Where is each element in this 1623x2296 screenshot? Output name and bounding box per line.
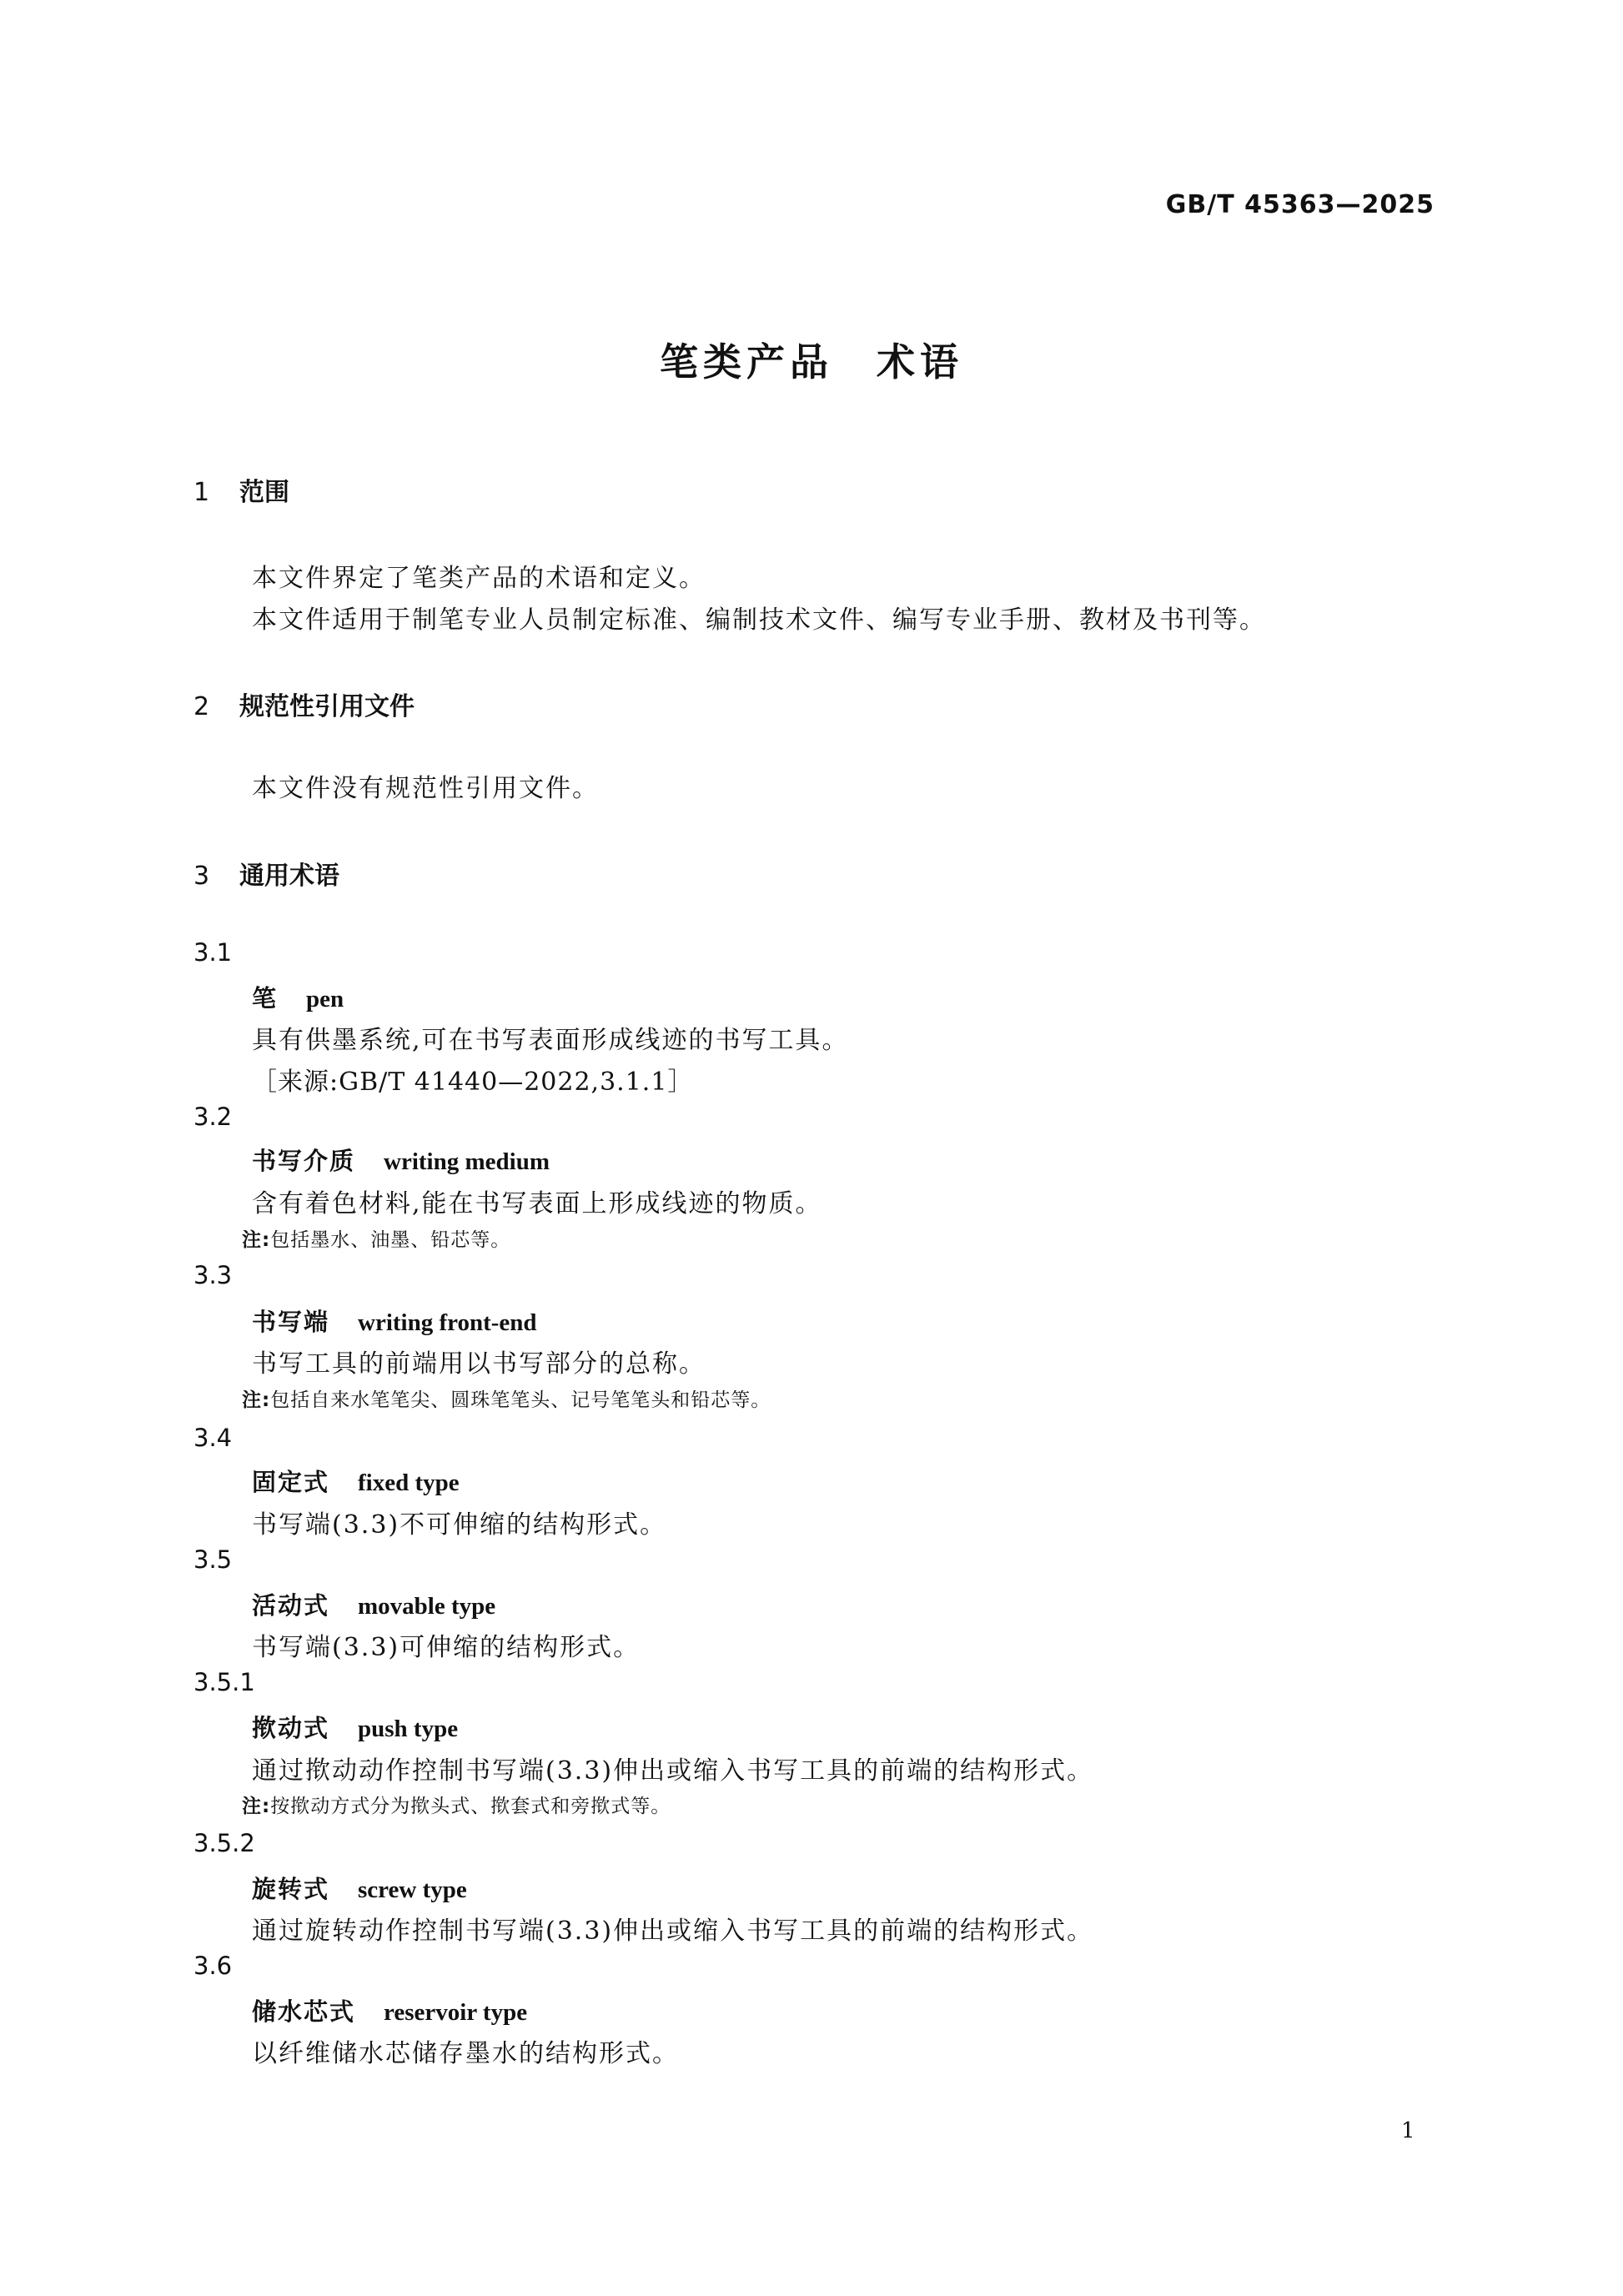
term-note: [242, 1791, 671, 1818]
section-1-heading: [193, 471, 289, 508]
term-source: ［来源:GB/T 41440—2022,3.1.1］: [252, 1068, 694, 1097]
term-definition: 具有供墨系统,可在书写表面形成线迹的书写工具。: [252, 1026, 849, 1055]
term-en: fixed type: [358, 1470, 460, 1496]
term-en: push type: [358, 1716, 459, 1742]
term-number: 3.4: [193, 1424, 233, 1452]
term-en: reservoir type: [384, 1999, 528, 2026]
term-entry: [252, 1304, 537, 1338]
term-entry: [252, 1143, 550, 1177]
term-number: 3.3: [193, 1261, 233, 1289]
term-zh: 储水芯式: [252, 1997, 356, 2026]
section-title: 规范性引用文件: [239, 692, 415, 721]
paragraph: 本文件适用于制笔专业人员制定标准、编制技术文件、编写专业手册、教材及书刊等。: [252, 605, 1266, 635]
term-definition: 通过揿动动作控制书写端(3.3)伸出或缩入书写工具的前端的结构形式。: [252, 1756, 1094, 1786]
paragraph: 本文件没有规范性引用文件。: [252, 774, 599, 803]
term-number: 3.1: [193, 938, 233, 967]
section-3-heading: [193, 855, 339, 892]
term-entry: [252, 1871, 467, 1905]
term-definition: 以纤维储水芯储存墨水的结构形式。: [252, 2039, 679, 2068]
term-zh: 活动式: [252, 1591, 330, 1620]
term-entry: [252, 1710, 458, 1744]
term-number: 3.5: [193, 1545, 233, 1574]
note-label: 注:: [242, 1229, 271, 1251]
term-en: screw type: [358, 1876, 467, 1903]
paragraph: 本文件界定了笔类产品的术语和定义。: [252, 564, 706, 593]
note-label: 注:: [242, 1796, 271, 1817]
term-entry: [252, 980, 344, 1014]
term-definition: 书写端(3.3)不可伸缩的结构形式。: [252, 1510, 667, 1540]
term-zh: 笔: [252, 984, 279, 1012]
note-text: 包括自来水笔笔尖、圆珠笔笔头、记号笔笔头和铅芯等。: [270, 1389, 771, 1411]
term-number: 3.2: [193, 1103, 233, 1131]
term-number: 3.6: [193, 1952, 233, 1980]
term-entry: [252, 1587, 495, 1621]
term-number: 3.5.1: [193, 1668, 255, 1696]
term-en: writing front-end: [358, 1309, 537, 1336]
term-zh: 书写端: [252, 1308, 330, 1336]
term-en: movable type: [358, 1593, 496, 1620]
section-title: 范围: [239, 478, 289, 507]
term-note: [242, 1224, 510, 1252]
term-number: 3.5.2: [193, 1829, 255, 1857]
document-title: 笔类产品 术语: [660, 339, 963, 384]
term-definition: 书写工具的前端用以书写部分的总称。: [252, 1349, 706, 1379]
note-label: 注:: [242, 1389, 271, 1411]
note-text: 按揿动方式分为揿头式、揿套式和旁揿式等。: [270, 1796, 671, 1817]
section-number: 3: [193, 862, 210, 891]
standard-number: GB/T 45363—2025: [1165, 190, 1435, 219]
term-en: writing medium: [384, 1148, 550, 1175]
term-definition: 通过旋转动作控制书写端(3.3)伸出或缩入书写工具的前端的结构形式。: [252, 1917, 1094, 1946]
note-text: 包括墨水、油墨、铅芯等。: [270, 1229, 511, 1251]
section-number: 2: [193, 692, 210, 721]
term-note: [242, 1384, 771, 1412]
term-entry: [252, 1464, 460, 1498]
term-zh: 揿动式: [252, 1714, 330, 1742]
term-en: pen: [306, 986, 344, 1012]
term-definition: 含有着色材料,能在书写表面上形成线迹的物质。: [252, 1189, 822, 1218]
section-title: 通用术语: [239, 862, 339, 891]
term-entry: [252, 1993, 527, 2027]
term-definition: 书写端(3.3)可伸缩的结构形式。: [252, 1633, 641, 1662]
term-zh: 固定式: [252, 1468, 330, 1496]
section-number: 1: [193, 478, 210, 507]
term-zh: 书写介质: [252, 1147, 356, 1175]
page-number: 1: [1401, 2118, 1415, 2143]
section-2-heading: [193, 686, 415, 722]
term-zh: 旋转式: [252, 1875, 330, 1903]
